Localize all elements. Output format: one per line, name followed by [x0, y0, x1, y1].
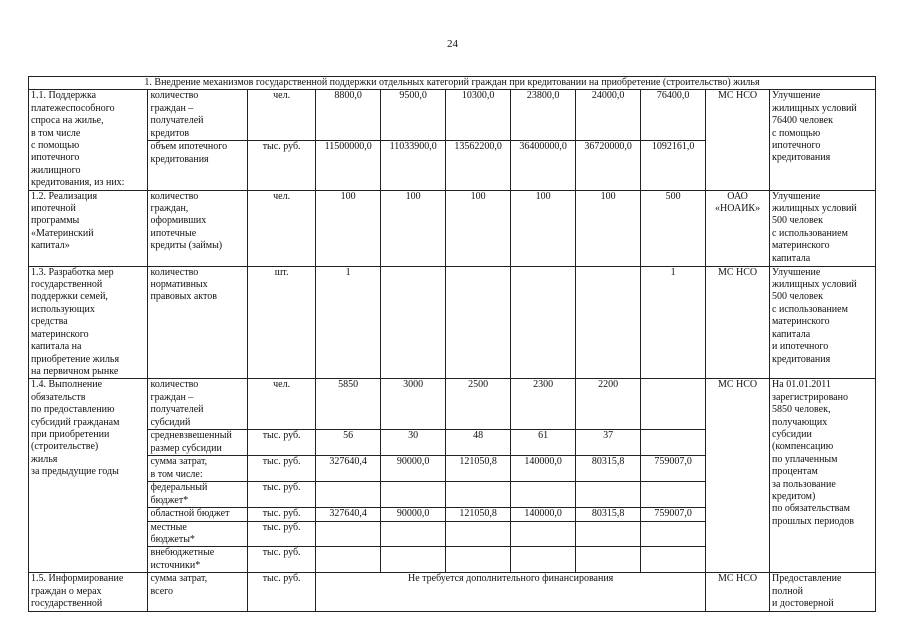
- value-cell: 140000,0: [511, 508, 576, 521]
- result-cell: Улучшение жилищных условий 500 человек с использованием материнского капитала и ипотечного кредитования: [770, 266, 876, 379]
- value-cell: 327640,4: [316, 456, 381, 482]
- unit-cell: тыс. руб.: [248, 482, 316, 508]
- executor-cell: МС НСО: [706, 90, 770, 190]
- value-cell: 759007,0: [641, 508, 706, 521]
- value-cell: [446, 266, 511, 379]
- value-cell: [446, 547, 511, 573]
- value-cell: 140000,0: [511, 456, 576, 482]
- value-cell: 100: [576, 190, 641, 266]
- indicator-cell: сумма затрат, всего: [148, 573, 248, 611]
- executor-cell: ОАО «НОАИК»: [706, 190, 770, 266]
- value-cell: 1092161,0: [641, 141, 706, 190]
- executor-cell: МС НСО: [706, 379, 770, 573]
- section-title: 1. Внедрение механизмов государственной поддержки отдельных категорий граждан при кредитовании на приобретение (строительство) жилья: [29, 77, 876, 90]
- unit-cell: чел.: [248, 379, 316, 430]
- value-cell: 5850: [316, 379, 381, 430]
- indicator-cell: объем ипотечного кредитования: [148, 141, 248, 190]
- table-row: [29, 266, 876, 379]
- indicator-cell: федеральный бюджет*: [148, 482, 248, 508]
- value-cell: [381, 266, 446, 379]
- indicator-cell: местные бюджеты*: [148, 521, 248, 547]
- unit-cell: тыс. руб.: [248, 456, 316, 482]
- value-cell: 23800,0: [511, 90, 576, 141]
- indicator-cell: количество граждан – получателей кредитов: [148, 90, 248, 141]
- value-cell: [381, 521, 446, 547]
- value-cell: 13562200,0: [446, 141, 511, 190]
- measure-cell: 1.4. Выполнение обязательств по предоставлению субсидий гражданам при приобретении (строительстве) жилья за предыдущие годы: [29, 379, 148, 573]
- value-cell: 100: [381, 190, 446, 266]
- financing-note: Не требуется дополнительного финансирования: [316, 573, 706, 611]
- value-cell: [316, 521, 381, 547]
- value-cell: 80315,8: [576, 508, 641, 521]
- value-cell: 80315,8: [576, 456, 641, 482]
- value-cell: [576, 482, 641, 508]
- value-cell: 90000,0: [381, 456, 446, 482]
- value-cell: [641, 430, 706, 456]
- value-cell: [446, 521, 511, 547]
- value-cell: [641, 482, 706, 508]
- unit-cell: тыс. руб.: [248, 141, 316, 190]
- result-cell: Улучшение жилищных условий 76400 человек с помощью ипотечного кредитования: [770, 90, 876, 190]
- value-cell: 48: [446, 430, 511, 456]
- indicator-cell: средневзвешенный размер субсидии: [148, 430, 248, 456]
- indicator-cell: сумма затрат, в том числе:: [148, 456, 248, 482]
- unit-cell: тыс. руб.: [248, 430, 316, 456]
- table-row: [29, 90, 876, 141]
- value-cell: [511, 266, 576, 379]
- value-cell: 9500,0: [381, 90, 446, 141]
- unit-cell: тыс. руб.: [248, 508, 316, 521]
- value-cell: 1: [641, 266, 706, 379]
- value-cell: 11500000,0: [316, 141, 381, 190]
- value-cell: 100: [446, 190, 511, 266]
- value-cell: 24000,0: [576, 90, 641, 141]
- unit-cell: тыс. руб.: [248, 547, 316, 573]
- unit-cell: шт.: [248, 266, 316, 379]
- value-cell: 11033900,0: [381, 141, 446, 190]
- value-cell: [641, 521, 706, 547]
- indicator-cell: количество граждан, оформивших ипотечные кредиты (займы): [148, 190, 248, 266]
- value-cell: 37: [576, 430, 641, 456]
- value-cell: 121050,8: [446, 508, 511, 521]
- value-cell: 36720000,0: [576, 141, 641, 190]
- table-row: [29, 190, 876, 266]
- value-cell: 121050,8: [446, 456, 511, 482]
- unit-cell: тыс. руб.: [248, 521, 316, 547]
- value-cell: 100: [511, 190, 576, 266]
- value-cell: 8800,0: [316, 90, 381, 141]
- measure-cell: 1.5. Информирование граждан о мерах государственной: [29, 573, 148, 611]
- indicator-cell: количество нормативных правовых актов: [148, 266, 248, 379]
- program-table: [28, 76, 876, 612]
- value-cell: [316, 482, 381, 508]
- value-cell: [381, 482, 446, 508]
- table-row: [29, 379, 876, 430]
- unit-cell: чел.: [248, 190, 316, 266]
- value-cell: [511, 547, 576, 573]
- indicator-cell: количество граждан – получателей субсидий: [148, 379, 248, 430]
- value-cell: 56: [316, 430, 381, 456]
- value-cell: 76400,0: [641, 90, 706, 141]
- executor-cell: МС НСО: [706, 573, 770, 611]
- value-cell: [511, 521, 576, 547]
- value-cell: [641, 547, 706, 573]
- indicator-cell: внебюджетные источники*: [148, 547, 248, 573]
- value-cell: [576, 266, 641, 379]
- unit-cell: чел.: [248, 90, 316, 141]
- value-cell: 2500: [446, 379, 511, 430]
- value-cell: 2300: [511, 379, 576, 430]
- result-cell: На 01.01.2011 зарегистрировано 5850 человек, получающих субсидии (компенсацию по уплаченным процентам за пользование кредитом) по обязательствам прошлых периодов: [770, 379, 876, 573]
- value-cell: 61: [511, 430, 576, 456]
- value-cell: 36400000,0: [511, 141, 576, 190]
- value-cell: [446, 482, 511, 508]
- measure-cell: 1.2. Реализация ипотечной программы «Материнский капитал»: [29, 190, 148, 266]
- measure-cell: 1.1. Поддержка платежеспособного спроса на жилье, в том числе с помощью ипотечного жилищного кредитования, из них:: [29, 90, 148, 190]
- value-cell: [641, 379, 706, 430]
- value-cell: 2200: [576, 379, 641, 430]
- value-cell: [576, 547, 641, 573]
- value-cell: 90000,0: [381, 508, 446, 521]
- indicator-cell: областной бюджет: [148, 508, 248, 521]
- value-cell: [381, 547, 446, 573]
- value-cell: 3000: [381, 379, 446, 430]
- value-cell: 1: [316, 266, 381, 379]
- value-cell: 759007,0: [641, 456, 706, 482]
- value-cell: 100: [316, 190, 381, 266]
- section-header-row: [29, 77, 876, 90]
- result-cell: Улучшение жилищных условий 500 человек с использованием материнского капитала: [770, 190, 876, 266]
- page-number: 24: [447, 38, 458, 50]
- table-row: [29, 573, 876, 611]
- value-cell: [511, 482, 576, 508]
- value-cell: [316, 547, 381, 573]
- value-cell: 10300,0: [446, 90, 511, 141]
- value-cell: [576, 521, 641, 547]
- value-cell: 327640,4: [316, 508, 381, 521]
- unit-cell: тыс. руб.: [248, 573, 316, 611]
- result-cell: Предоставление полной и достоверной: [770, 573, 876, 611]
- value-cell: 30: [381, 430, 446, 456]
- value-cell: 500: [641, 190, 706, 266]
- measure-cell: 1.3. Разработка мер государственной поддержки семей, использующих средства материнского капитала на приобретение жилья на первичном рынке: [29, 266, 148, 379]
- executor-cell: МС НСО: [706, 266, 770, 379]
